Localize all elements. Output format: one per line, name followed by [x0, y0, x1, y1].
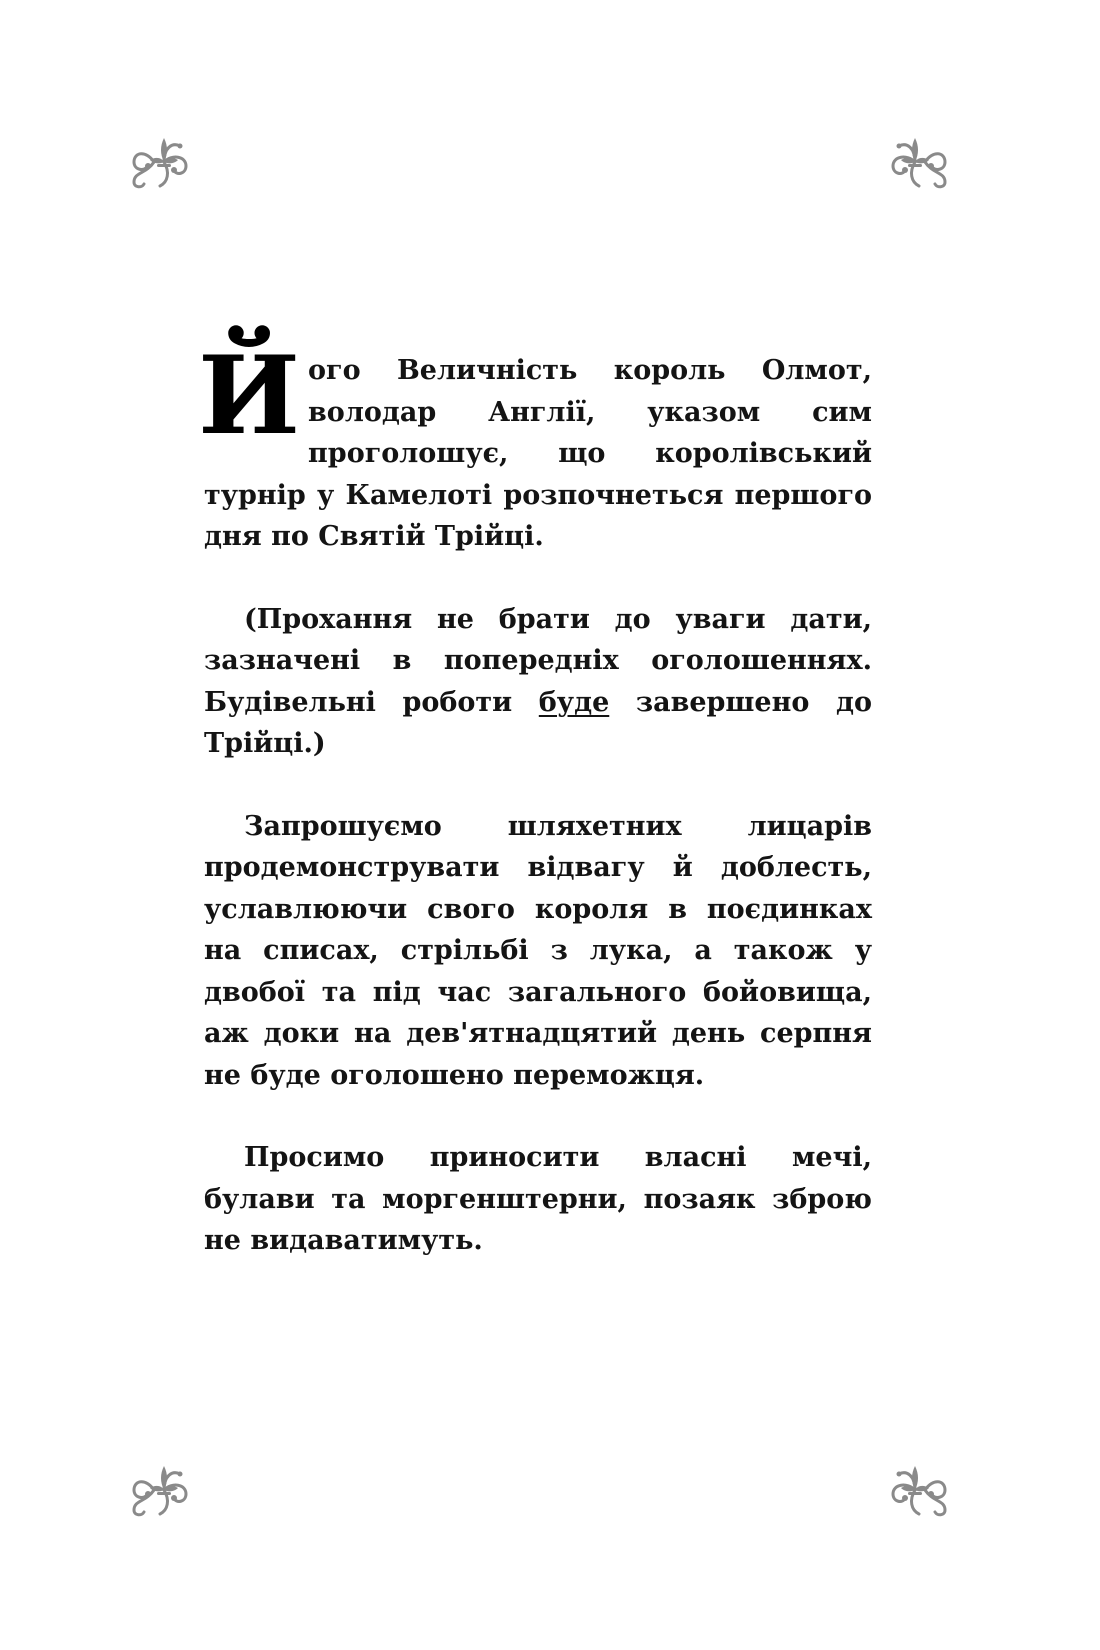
paragraph-weapons: Просимо приносити власні мечі, булави та моргенштерни, позаяк зброю не видаватимуть.	[204, 1142, 872, 1256]
fleur-flourish-icon	[124, 132, 204, 192]
fleur-flourish-icon	[875, 132, 955, 192]
paragraph-announcement-text: ого Величність король Олмот, володар Англії, указом сим проголошує, що королівський турнір у Камелоті розпочнеться першого дня по Святій Трійці.	[204, 355, 872, 552]
note-text-end: завершено до Трійці.)	[204, 686, 872, 759]
note-text-start: (Прохання не брати до уваги дати, зазначені в попередніх оголошеннях. Будівельні роботи	[204, 603, 872, 718]
underlined-word: буде	[538, 686, 610, 718]
fleur-flourish-icon	[124, 1460, 204, 1520]
drop-cap: Й	[198, 333, 301, 459]
paragraph-note	[204, 599, 872, 765]
fleur-flourish-icon	[875, 1460, 955, 1520]
paragraph-announcement	[198, 333, 872, 558]
paragraph-invitation: Запрошуємо шляхетних лицарів продемонструвати відвагу й доблесть, уславлюючи свого короля в поєдинках на списах, стрільбі з лука, а також у двобої та під час загального бойовища, аж доки на дев'ятнадцятий день серпня не буде оголошено переможця.	[204, 810, 872, 1091]
proclamation-text	[198, 333, 872, 1262]
